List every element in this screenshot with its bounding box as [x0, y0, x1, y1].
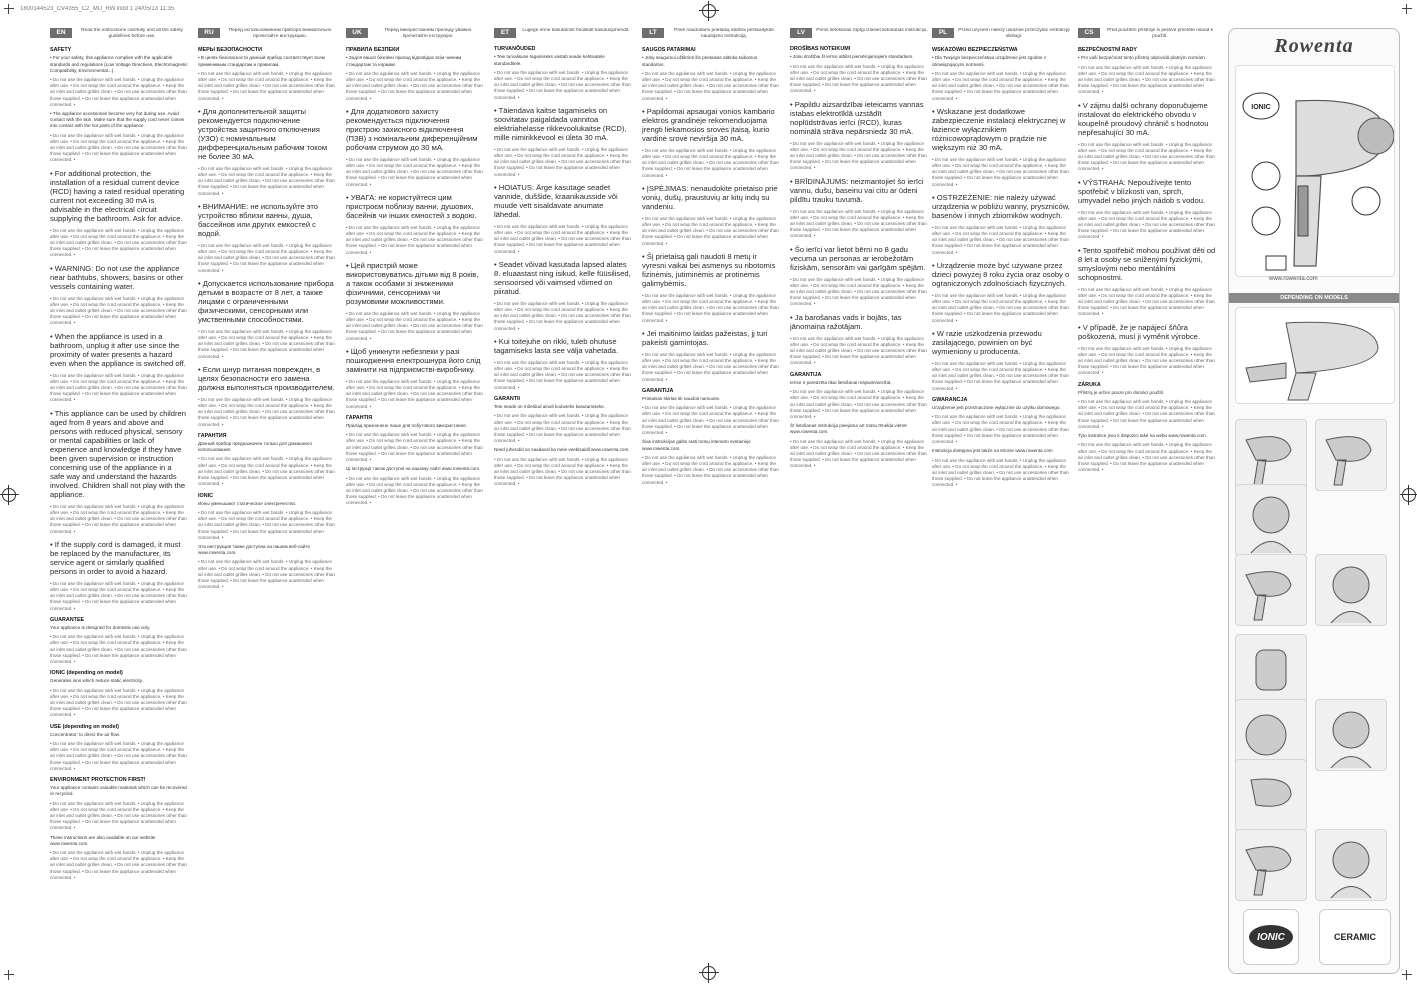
website-label: www.rowenta.com [1269, 276, 1318, 282]
step-illustration-5 [1315, 554, 1387, 626]
warning-text: • VÝSTRAHA: Nepoužívejte tento spotřebič v blízkosti van, sprch, umyvadel nebo jiných nádob s vodou. [1078, 177, 1206, 205]
body-text: • Do not use the appliance with wet hands. • Unplug the appliance after use. • Do not wrap the cord around the appliance. • Keep the air inlet and outlet grilles clean. • Do not use accessories other than those supplied. • Do not leave the appliance unattended when connected. • [642, 215, 779, 246]
section-title: GARANTIJA [642, 387, 674, 394]
section-title: BEZPEČNOSTNÍ RADY [1078, 47, 1138, 54]
column-header [494, 28, 632, 38]
body-text: • Do not use the appliance with wet hands. • Unplug the appliance after use. • Do not wrap the cord around the appliance. • Keep the air inlet and outlet grilles clean. • Do not use accessories other than those supplied. • Do not leave the appliance unattended when connected. • [346, 224, 483, 255]
step-illustration-1 [1235, 419, 1307, 491]
warning-text: • HOIATUS: Ärge kasutage seadet vannide, duššide, kraanikausside või muude vett sisaldavate anumate lähedal. [494, 182, 618, 219]
body-text: • Do not use the appliance with wet hands. • Unplug the appliance after use. • Do not wrap the cord around the appliance. • Keep the air inlet and outlet grilles clean. • Do not use accessories other than those supplied. • Do not leave the appliance unattended when connected. • [790, 140, 927, 171]
body-text: • Do not use the appliance with wet hands. • Unplug the appliance after use. • Do not wrap the cord around the appliance. • Keep the air inlet and outlet grilles clean. • Do not use accessories other than those supplied. • Do not leave the appliance unattended when connected. • [932, 360, 1069, 391]
section-text: Your appliance is designed for domestic use only. [50, 624, 151, 630]
step-illustration-8 [1315, 699, 1387, 771]
warning-text: • V případě, že je napájecí šňůra poškozená, musí ji vyměnit výrobce. [1078, 322, 1200, 341]
warning-text: • Täiendava kaitse tagamiseks on soovitatav paigaldada vannitoa elektriahelasse rikkevoolukaitse (RCD), mille nimirikkevool ei ületa 30 mA. [494, 105, 627, 142]
body-text: • Do not use the appliance with wet hands. • Unplug the appliance after use. • Do not wrap the cord around the appliance. • Keep the air inlet and outlet grilles clean. • Do not use accessories other than those supplied. • Do not leave the appliance unattended when connected. • [790, 335, 927, 366]
section-text: Прилад призначено лише для побутового використання. [346, 423, 467, 429]
crop-mark [1402, 4, 1412, 14]
language-badge: ET [494, 28, 516, 38]
column-header [198, 28, 336, 39]
section-text: • Dla Twojego bezpieczeństwa urządzenie jest zgodne z obowiązującymi normami. [932, 55, 1047, 67]
body-text: • Do not use the appliance with wet hands. • Unplug the appliance after use. • Do not wrap the cord around the appliance. • Keep the air inlet and outlet grilles clean. • Do not use accessories other than those supplied. • Do not leave the appliance unattended when connected. • [346, 378, 483, 409]
section-text: • Jūsu drošībai šī ierīce atbilst piemērojamajiem standartiem. [790, 54, 914, 60]
column-ru [198, 28, 336, 958]
body-text: • Do not use the appliance with wet hands. • Unplug the appliance after use. • Do not wrap the cord around the appliance. • Keep the air inlet and outlet grilles clean. • Do not use accessories other than those supplied. • Do not leave the appliance unattended when connected. • [50, 295, 187, 326]
column-header [642, 28, 780, 39]
body-text: • Do not use the appliance with wet hands. • Unplug the appliance after use. • Do not wrap the cord around the appliance. • Keep the air inlet and outlet grilles clean. • Do not use accessories other than those supplied. • Do not leave the appliance unattended when connected. • [50, 850, 187, 880]
body-text: • Do not use the appliance with wet hands. • Unplug the appliance after use. • Do not wrap the cord around the appliance. • Keep the air inlet and outlet grilles clean. • Do not use accessories other than those supplied. • Do not leave the appliance unattended when connected. • [790, 276, 927, 307]
section-title: ENVIRONMENT PROTECTION FIRST! [50, 776, 146, 783]
read-instructions-note: Před použitím přístroje si pečlivě přečtěte návod k použití. [1106, 28, 1214, 39]
section-title: WSKAZÓWKI BEZPIECZEŃSTWA [932, 47, 1018, 54]
body-text: • Do not use the appliance with wet hands. • Unplug the appliance after use. • Do not wrap the cord around the appliance. • Keep the air inlet and outlet grilles clean. • Do not use accessories other than those supplied. • Do not leave the appliance unattended when connected. • [1078, 442, 1215, 473]
body-text: • Do not use the appliance with wet hands. • Unplug the appliance after use. • Do not wrap the cord around the appliance. • Keep the air inlet and outlet grilles clean. • Do not use accessories other than those supplied. • Do not leave the appliance unattended when connected. • [1078, 64, 1215, 95]
read-instructions-note: Перед использованием прибора внимательно прочитайте инструкцию. [228, 28, 332, 39]
print-header: 1800144523_CV4355_C2_MU_RW.indd 1 24/05/13 11:35 [20, 6, 175, 12]
section-text: Teie seade on mõeldud ainult koduseks kasutamiseks. [494, 404, 605, 410]
section-title: ГАРАНТІЯ [346, 414, 373, 421]
section-text: Ионы уменьшают статическое электричество. [198, 500, 297, 506]
body-text: • Do not use the appliance with wet hands. • Unplug the appliance after use. • Do not wrap the cord around the appliance. • Keep the air inlet and outlet grilles clean. • Do not use accessories other than those supplied. • Do not leave the appliance unattended when connected. • [494, 223, 631, 254]
section-title: ZÁRUKA [1078, 381, 1101, 388]
section-text: • Pro vaši bezpečnost tento přístroj odpovídá platným normám. [1078, 55, 1206, 61]
section-title: GARANTII [494, 395, 521, 402]
read-instructions-note: Перед використанням приладу уважно прочитайте інструкцію. [384, 28, 472, 39]
body-text: • Do not use the appliance with wet hands. • Unplug the appliance after use. • Do not wrap the cord around the appliance. • Keep the air inlet and outlet grilles clean. • Do not use accessories other than those supplied. • Do not leave the appliance unattended when connected. • [494, 300, 631, 331]
warning-text: • Papildomai apsaugai vonios kambario elektros grandinėje rekomenduojama įrengti liekamosios srovės įtaisą, kurio vardinė srovė neviršija 30 mA. [642, 106, 775, 143]
body-text: • Do not use the appliance with wet hands. • Unplug the appliance after use. • Do not wrap the cord around the appliance. • Keep the air inlet and outlet grilles clean. • Do not use accessories other than those supplied. • Do not leave the appliance unattended when connected. • [346, 156, 483, 187]
body-text: • Do not use the appliance with wet hands. • Unplug the appliance after use. • Do not wrap the cord around the appliance. • Keep the air inlet and outlet grilles clean. • Do not use accessories other than those supplied. • Do not leave the appliance unattended when connected. • [642, 351, 779, 382]
column-lt [642, 28, 780, 958]
body-text: • Do not use the appliance with wet hands. • Unplug the appliance after use. • Do not wrap the cord around the appliance. • Keep the air inlet and outlet grilles clean. • Do not use accessories other than those supplied. • Do not leave the appliance unattended when connected. • [790, 208, 927, 239]
product-figure [1235, 65, 1395, 277]
svg-text:IONIC: IONIC [1251, 104, 1271, 111]
column-header [932, 28, 1070, 39]
language-badge: EN [50, 28, 72, 38]
dryer-with-concentrator-diagram [1236, 308, 1394, 403]
section-text: Tyto instrukce jsou k dispozici také na webu www.rowenta.com. [1078, 433, 1207, 439]
body-text: • Do not use the appliance with wet hands. • Unplug the appliance after use. • Do not wrap the cord around the appliance. • Keep the air inlet and outlet grilles clean. • Do not use accessories other than those supplied. • Do not leave the appliance unattended when connected. • [198, 242, 335, 273]
body-text: • Do not use the appliance with wet hands. • Unplug the appliance after use. • Do not wrap the cord around the appliance. • Keep the air inlet and outlet grilles clean. • Do not use accessories other than those supplied. • Do not leave the appliance unattended when connected. • [790, 389, 927, 419]
body-text: • Do not use the appliance with wet hands. • Unplug the appliance after use. • Do not wrap the cord around the appliance. • Keep the air inlet and outlet grilles clean. • Do not use accessories other than those supplied. • Do not leave the appliance unattended when connected. • [50, 227, 187, 258]
read-instructions-note: Pirms lietošanas rūpīgi izlasiet lietošanas instrukciju. [816, 28, 928, 33]
step-illustration-6 [1235, 634, 1307, 706]
section-text: • Задля вашої безпеки прилад відповідає всім чинним стандартам та нормам. [346, 55, 462, 67]
body-text: • Do not use the appliance with wet hands. • Unplug the appliance after use. • Do not wrap the cord around the appliance. • Keep the air inlet and outlet grilles clean. • Do not use accessories other than those supplied. • Do not leave the appliance unattended when connected. • [1078, 345, 1215, 376]
section-text: Přístroj je určen pouze pro domácí použití. [1078, 389, 1165, 395]
section-text: Данный прибор предназначен только для домашнего использования. [198, 441, 313, 453]
language-badge: LV [790, 28, 812, 38]
language-badge: CS [1078, 28, 1100, 38]
body-text: • Do not use the appliance with wet hands. • Unplug the appliance after use. • Do not wrap the cord around the appliance. • Keep the air inlet and outlet grilles clean. • Do not use accessories other than those supplied. • Do not leave the appliance unattended when connected. • [932, 224, 1069, 255]
section-text: Эта инструкция также доступна на нашем веб-сайте www.rowenta.com. [198, 543, 311, 556]
warning-text: • Tento spotřebič mohou používat děti od 8 let a osoby se sníženými fyzickými, smyslovými nebo mentálními schopnostmi. [1078, 245, 1216, 282]
body-text: • Do not use the appliance with wet hands. • Unplug the appliance after use. • Do not wrap the cord around the appliance. • Keep the air inlet and outlet grilles clean. • Do not use accessories other than those supplied. • Do not leave the appliance unattended when connected. • [346, 475, 483, 506]
registration-mark [2, 488, 16, 502]
read-instructions-note: Lugege enne kasutamist hoolikalt kasutusjuhendit. [522, 28, 630, 33]
section-text: Instrukcja dostępna jest także na stronie www.rowenta.com. [932, 448, 1054, 454]
section-text: Šias instrukcijas galite rasti mūsų interneto svetainėje www.rowenta.com. [642, 439, 751, 451]
section-text: Your appliance contains valuable materials which can be recovered or recycled. [50, 785, 187, 797]
warning-text: • V zájmu další ochrany doporučujeme instalovat do elektrického obvodu v koupelně proudový chránič s hodnotou nepřesahující 30 mA. [1078, 100, 1209, 137]
warning-text: • WARNING: Do not use the appliance near bathtubs, showers, basins or other vessels containing water. [50, 263, 184, 291]
warning-text: • Seadet võivad kasutada lapsed alates 8. eluaastast ning isikud, kelle füüsilised, sensoorsed või vaimsed võimed on piiratud. [494, 259, 631, 296]
section-title: ПРАВИЛА БЕЗПЕКИ [346, 47, 400, 54]
body-text: • Do not use the appliance with wet hands. • Unplug the appliance after use. • Do not wrap the cord around the appliance. • Keep the air inlet and outlet grilles clean. • Do not use accessories other than those supplied. • Do not leave the appliance unattended when connected. • [50, 372, 187, 403]
column-uk [346, 28, 484, 958]
warning-text: • Urządzenie może być używane przez dzieci powyżej 8 roku życia oraz osoby o ograniczonych zdolnościach fizycznych. [932, 260, 1070, 288]
brand-logo: Rowenta [1274, 35, 1354, 57]
crop-mark [4, 4, 14, 14]
warning-text: • OSTRZEŻENIE: nie należy używać urządzenia w pobliżu wanny, pryszniców, basenów i innych zbiorników wodnych. [932, 192, 1070, 220]
section-title: GUARANTEE [50, 616, 85, 623]
body-text: • Do not use the appliance with wet hands. • Unplug the appliance after use. • Do not wrap the cord around the appliance. • Keep the air inlet and outlet grilles clean. • Do not use accessories other than those supplied. • Do not leave the appliance unattended when connected. • [494, 69, 631, 100]
body-text: • Do not use the appliance with wet hands. • Unplug the appliance after use. • Do not wrap the cord around the appliance. • Keep the air inlet and outlet grilles clean. • Do not use accessories other than those supplied. • Do not leave the appliance unattended when connected. • [198, 509, 335, 540]
body-text: • Do not use the appliance with wet hands. • Unplug the appliance after use. • Do not wrap the cord around the appliance. • Keep the air inlet and outlet grilles clean. • Do not use accessories other than those supplied. • Do not leave the appliance unattended when connected. • [50, 503, 187, 534]
warning-text: • When the appliance is used in a bathroom, unplug it after use since the proximity of water presents a hazard even when the appliance is switched off. [50, 331, 186, 368]
warning-text: • Kui toitejuhe on rikki, tuleb ohutuse tagamiseks lasta see välja vahetada. [494, 336, 619, 355]
section-text: • The appliance accessories become very hot during use. Avoid contact with the skin. Make sure that the supply cord never comes into contact with the hot parts of the appliance. [50, 111, 185, 129]
column-header [346, 28, 484, 39]
body-text: • Do not use the appliance with wet hands. • Unplug the appliance after use. • Do not wrap the cord around the appliance. • Keep the air inlet and outlet grilles clean. • Do not use accessories other than those supplied. • Do not leave the appliance unattended when connected. • [346, 432, 483, 463]
body-text: • Do not use the appliance with wet hands. • Unplug the appliance after use. • Do not wrap the cord around the appliance. • Keep the air inlet and outlet grilles clean. • Do not use accessories other than those supplied. • Do not leave the appliance unattended when connected. • [642, 405, 779, 436]
depending-on-models-bar: DEPENDING ON MODELS [1229, 293, 1399, 303]
column-header [50, 28, 188, 39]
column-header [1078, 28, 1216, 39]
section-text: • Jūsų saugumui užtikrinti šis prietaisas atitinka taikomus standartus. [642, 55, 758, 67]
warning-text: • Если шнур питания поврежден, в целях безопасности его замена должна выполняться производителем. [198, 364, 335, 392]
warning-text: • For additional protection, the installation of a residual current device (RCD) having a rated residual operating current not exceeding 30 mA is advisable in the electrical circuit supplying the bathroom. Ask for advice. [50, 168, 185, 223]
body-text: • Do not use the appliance with wet hands. • Unplug the appliance after use. • Do not wrap the cord around the appliance. • Keep the air inlet and outlet grilles clean. • Do not use accessories other than those supplied. • Do not leave the appliance unattended when connected. • [198, 70, 335, 101]
ionic-label [1243, 909, 1299, 965]
section-title: МЕРЫ БЕЗОПАСНОСТИ [198, 47, 262, 54]
warning-text: • Šo ierīci var lietot bērni no 8 gadu vecuma un personas ar ierobežotām fiziskām, sensorām vai garīgām spējām. [790, 244, 926, 272]
column-header [790, 28, 928, 38]
body-text: • Do not use the appliance with wet hands. • Unplug the appliance after use. • Do not wrap the cord around the appliance. • Keep the air inlet and outlet grilles clean. • Do not use accessories other than those supplied. • Do not leave the appliance unattended when connected. • [346, 70, 483, 101]
section-text: • For your safety, this appliance complies with the applicable standards and regulations (Low Voltage Directives, Electromagnetic Compatibility, Environmental...). [50, 55, 188, 73]
column-et [494, 28, 632, 958]
read-instructions-note: Przed użyciem należy uważnie przeczytać instrukcję obsługi. [958, 28, 1070, 39]
warning-text: • This appliance can be used by children aged from 8 years and above and persons with reduced physical, sensory or mental capabilities or lack of experience and knowledge if they have been given supervision or instruction concerning use of the appliance in a safe way and understand the hazards involved. Children shall not play with the appliance. [50, 408, 186, 499]
registration-mark [702, 4, 716, 18]
registration-mark [1402, 488, 1416, 502]
body-text: • Do not use the appliance with wet hands. • Unplug the appliance after use. • Do not wrap the cord around the appliance. • Keep the air inlet and outlet grilles clean. • Do not use accessories other than those supplied. • Do not leave the appliance unattended when connected. • [932, 414, 1069, 445]
column-en [50, 28, 188, 958]
section-title: IONIC (depending on model) [50, 670, 123, 677]
section-title: TURVANÕUDED [494, 46, 536, 53]
section-title: DROŠĪBAS NOTEIKUMI [790, 46, 851, 53]
body-text: • Do not use the appliance with wet hands. • Unplug the appliance after use. • Do not wrap the cord around the appliance. • Keep the air inlet and outlet grilles clean. • Do not use accessories other than those supplied. • Do not leave the appliance unattended when connected. • [50, 687, 187, 718]
body-text: • Do not use the appliance with wet hands. • Unplug the appliance after use. • Do not wrap the cord around the appliance. • Keep the air inlet and outlet grilles clean. • Do not use accessories other than those supplied. • Do not leave the appliance unattended when connected. • [642, 147, 779, 178]
body-text: • Do not use the appliance with wet hands. • Unplug the appliance after use. • Do not wrap the cord around the appliance. • Keep the air inlet and outlet grilles clean. • Do not use accessories other than those supplied. • Do not leave the appliance unattended when connected. • [346, 310, 483, 341]
step-illustration-2 [1315, 419, 1387, 491]
body-text: • Do not use the appliance with wet hands. • Unplug the appliance after use. • Do not wrap the cord around the appliance. • Keep the air inlet and outlet grilles clean. • Do not use accessories other than those supplied. • Do not leave the appliance unattended when connected. • [198, 456, 335, 487]
step-illustration-9 [1235, 759, 1307, 831]
warning-text: • Для додаткового захисту рекомендується підключення пристрою захисного відключення (ПЗВ) з номінальним диференційним робочим струмом до 30 мА. [346, 106, 478, 152]
warning-text: • Ja barošanas vads ir bojāts, tas jānomaina ražotājam. [790, 312, 902, 331]
body-text: • Do not use the appliance with wet hands. • Unplug the appliance after use. • Do not wrap the cord around the appliance. • Keep the air inlet and outlet grilles clean. • Do not use accessories other than those supplied. • Do not leave the appliance unattended when connected. • [1078, 399, 1215, 429]
step-illustration-3 [1235, 484, 1307, 556]
warning-text: • Šį prietaisą gali naudoti 8 metų ir vyresni vaikai bei asmenys su ribotomis fizinėmis, jutiminėmis ar protinėmis galimybėmis. [642, 251, 776, 288]
column-pl [932, 28, 1070, 958]
body-text: • Do not use the appliance with wet hands. • Unplug the appliance after use. • Do not wrap the cord around the appliance. • Keep the air inlet and outlet grilles clean. • Do not use accessories other than those supplied. • Do not leave the appliance unattended when connected. • [50, 740, 187, 771]
hair-dryer-diagram [1236, 66, 1394, 276]
illustration-panel [1228, 28, 1400, 974]
language-badge: UK [346, 28, 368, 38]
body-text: • Do not use the appliance with wet hands. • Unplug the appliance after use. • Do not wrap the cord around the appliance. • Keep the air inlet and outlet grilles clean. • Do not use accessories other than those supplied. • Do not leave the appliance unattended when connected. • [932, 70, 1069, 101]
warning-text: • If the supply cord is damaged, it must be replaced by the manufacturer, its service agent or similarly qualified persons in order to avoid a hazard. [50, 539, 181, 576]
body-text: • Do not use the appliance with wet hands. • Unplug the appliance after use. • Do not wrap the cord around the appliance. • Keep the air inlet and outlet grilles clean. • Do not use accessories other than those supplied. • Do not leave the appliance unattended when connected. • [1078, 209, 1215, 240]
section-text: • В целях безопасности данный прибор соответствует всем применимым стандартам и правилам. [198, 55, 325, 67]
warning-text: • BRĪDINĀJUMS: neizmantojiet šo ierīci vannu, dušu, baseinu vai citu ar ūdeni pildītu trauku tuvumā. [790, 176, 924, 204]
body-text: • Do not use the appliance with wet hands. • Unplug the appliance after use. • Do not wrap the cord around the appliance. • Keep the air inlet and outlet grilles clean. • Do not use accessories other than those supplied. • Do not leave the appliance unattended when connected. • [50, 132, 187, 163]
section-text: Need juhendid on saadaval ka meie veebisaidil www.rowenta.com. [494, 447, 630, 453]
body-text: • Do not use the appliance with wet hands. • Unplug the appliance after use. • Do not wrap the cord around the appliance. • Keep the air inlet and outlet grilles clean. • Do not use accessories other than those supplied. • Do not leave the appliance unattended when connected. • [50, 800, 187, 831]
section-title: SAFETY [50, 47, 72, 54]
crop-mark [1402, 970, 1412, 980]
warning-text: • W razie uszkodzenia przewodu zasilającego, powinien on być wymieniony u producenta. [932, 328, 1042, 356]
body-text: • Do not use the appliance with wet hands. • Unplug the appliance after use. • Do not wrap the cord around the appliance. • Keep the air inlet and outlet grilles clean. • Do not use accessories other than those supplied. • Do not leave the appliance unattended when connected. • [494, 359, 631, 390]
body-text: • Do not use the appliance with wet hands. • Unplug the appliance after use. • Do not wrap the cord around the appliance. • Keep the air inlet and outlet grilles clean. • Do not use accessories other than those supplied. • Do not leave the appliance unattended when connected. • [198, 328, 335, 359]
body-text: • Do not use the appliance with wet hands. • Unplug the appliance after use. • Do not wrap the cord around the appliance. • Keep the air inlet and outlet grilles clean. • Do not use accessories other than those supplied. • Do not leave the appliance unattended when connected. • [494, 456, 631, 487]
ionic-logo: IONIC [1249, 925, 1293, 949]
section-text: Ierīce ir paredzēta tikai lietošanai mājsaimniecībā. [790, 379, 892, 385]
body-text: • Do not use the appliance with wet hands. • Unplug the appliance after use. • Do not wrap the cord around the appliance. • Keep the air inlet and outlet grilles clean. • Do not use accessories other than those supplied. • Do not leave the appliance unattended when connected. • [642, 454, 779, 485]
step-illustration-10 [1235, 829, 1307, 901]
crop-mark [4, 970, 14, 980]
section-text: Šī lietošanas instrukcija pieejama arī mūsu tīmekļa vietnē www.rowenta.com. [790, 423, 907, 435]
section-text: Concentrator: to direct the air flow. [50, 731, 120, 737]
body-text: • Do not use the appliance with wet hands. • Unplug the appliance after use. • Do not wrap the cord around the appliance. • Keep the air inlet and outlet grilles clean. • Do not use accessories other than those supplied. • Do not leave the appliance unattended when connected. • [642, 292, 779, 323]
section-title: USE (depending on model) [50, 723, 119, 730]
warning-text: • Цей пристрій може використовуватись дітьми від 8 років, а також особами зі зниженими фізичними, сенсорними чи розумовими можливостями. [346, 260, 479, 306]
warning-text: • Щоб уникнути небезпеки у разі пошкодження електрошнура його слід замінити на підприємстві-виробнику. [346, 346, 481, 374]
body-text: • Do not use the appliance with wet hands. • Unplug the appliance after use. • Do not wrap the cord around the appliance. • Keep the air inlet and outlet grilles clean. • Do not use accessories other than those supplied. • Do not leave the appliance unattended when connected. • [790, 438, 927, 469]
warning-text: • Допускается использование прибора детьми в возрасте от 8 лет, а также лицами с ограниченными физическими, сенсорными или умственными способностями. [198, 278, 334, 324]
body-text: • Do not use the appliance with wet hands. • Unplug the appliance after use. • Do not wrap the cord around the appliance. • Keep the air inlet and outlet grilles clean. • Do not use accessories other than those supplied. • Do not leave the appliance unattended when connected. • [932, 457, 1069, 488]
section-title: ГАРАНТИЯ [198, 432, 227, 439]
warning-text: • УВАГА: не користуйтеся цим пристроєм поблизу ванни, душових, басейнів чи інших ємностей з водою. [346, 192, 477, 220]
section-title: SAUGOS PATARIMAI [642, 47, 696, 54]
section-text: Generates ions which reduce static electricity. [50, 678, 143, 684]
language-badge: PL [932, 28, 954, 38]
warning-text: • ВНИМАНИЕ: не используйте это устройство вблизи ванны, душа, бассейнов или других емкостей с водой. [198, 201, 318, 238]
registration-mark [702, 966, 716, 980]
body-text: • Do not use the appliance with wet hands. • Unplug the appliance after use. • Do not wrap the cord around the appliance. • Keep the air inlet and outlet grilles clean. • Do not use accessories other than those supplied. • Do not leave the appliance unattended when connected. • [198, 165, 335, 196]
column-lv [790, 28, 928, 958]
body-text: • Do not use the appliance with wet hands. • Unplug the appliance after use. • Do not wrap the cord around the appliance. • Keep the air inlet and outlet grilles clean. • Do not use accessories other than those supplied. • Do not leave the appliance unattended when connected. • [494, 413, 631, 444]
body-text: • Do not use the appliance with wet hands. • Unplug the appliance after use. • Do not wrap the cord around the appliance. • Keep the air inlet and outlet grilles clean. • Do not use accessories other than those supplied. • Do not leave the appliance unattended when connected. • [1078, 286, 1215, 317]
concentrator-figure [1235, 307, 1395, 404]
body-text: • Do not use the appliance with wet hands. • Unplug the appliance after use. • Do not wrap the cord around the appliance. • Keep the air inlet and outlet grilles clean. • Do not use accessories other than those supplied. • Do not leave the appliance unattended when connected. • [50, 77, 187, 107]
column-cs [1078, 28, 1216, 958]
ceramic-label: CERAMIC [1319, 909, 1391, 965]
read-instructions-note: Read the instructions carefully and all the safety guidelines before use. [81, 28, 183, 39]
body-text: • Do not use the appliance with wet hands. • Unplug the appliance after use. • Do not wrap the cord around the appliance. • Keep the air inlet and outlet grilles clean. • Do not use accessories other than those supplied. • Do not leave the appliance unattended when connected. • [932, 292, 1069, 323]
body-text: • Do not use the appliance with wet hands. • Unplug the appliance after use. • Do not wrap the cord around the appliance. • Keep the air inlet and outlet grilles clean. • Do not use accessories other than those supplied. • Do not leave the appliance unattended when connected. • [1078, 141, 1215, 172]
section-title: GWARANCJA [932, 396, 968, 403]
section-text: Ці інструкції також доступні на нашому сайті www.rowenta.com. [346, 466, 481, 472]
warning-text: • Papildu aizsardzībai ieteicams vannas istabas elektrotīklā uzstādīt noplūdstrāvas ierīci (RCD), kuras nominālā strāva nepārsniedz 30 mA. [790, 99, 924, 136]
body-text: • Do not use the appliance with wet hands. • Unplug the appliance after use. • Do not wrap the cord around the appliance. • Keep the air inlet and outlet grilles clean. • Do not use accessories other than those supplied. • Do not leave the appliance unattended when connected. • [50, 634, 187, 664]
section-text: These instructions are also available on our website www.rowenta.com. [50, 834, 156, 846]
body-text: • Do not use the appliance with wet hands. • Unplug the appliance after use. • Do not wrap the cord around the appliance. • Keep the air inlet and outlet grilles clean. • Do not use accessories other than those supplied. • Do not leave the appliance unattended when connected. • [494, 146, 631, 177]
body-text: • Do not use the appliance with wet hands. • Unplug the appliance after use. • Do not wrap the cord around the appliance. • Keep the air inlet and outlet grilles clean. • Do not use accessories other than those supplied. • Do not leave the appliance unattended when connected. • [932, 156, 1069, 187]
body-text: • Do not use the appliance with wet hands. • Unplug the appliance after use. • Do not wrap the cord around the appliance. • Keep the air inlet and outlet grilles clean. • Do not use accessories other than those supplied. • Do not leave the appliance unattended when connected. • [50, 580, 187, 611]
section-title: GARANTIJA [790, 371, 822, 378]
section-text: Prietaisas skirtas tik naudoti namuose. [642, 396, 721, 402]
section-title: IONIC [198, 492, 213, 499]
warning-text: • ĮSPĖJIMAS: nenaudokite prietaiso prie vonių, dušų, praustuvių ar kitų indų su vandeniu. [642, 183, 778, 211]
warning-text: • Для дополнительной защиты рекомендуется подключение устройства защитного отключения (УЗО) с номинальным дифференциальным рабочим током не более 30 мА. [198, 106, 328, 161]
body-text: • Do not use the appliance with wet hands. • Unplug the appliance after use. • Do not wrap the cord around the appliance. • Keep the air inlet and outlet grilles clean. • Do not use accessories other than those supplied. • Do not leave the appliance unattended when connected. • [198, 396, 335, 427]
warning-text: • Jei maitinimo laidas pažeistas, jį turi pakeisti gamintojas. [642, 328, 768, 347]
body-text: • Do not use the appliance with wet hands. • Unplug the appliance after use. • Do not wrap the cord around the appliance. • Keep the air inlet and outlet grilles clean. • Do not use accessories other than those supplied. • Do not leave the appliance unattended when connected. • [198, 559, 335, 590]
language-badge: RU [198, 28, 220, 38]
step-illustration-11 [1315, 829, 1387, 901]
body-text: • Do not use the appliance with wet hands. • Unplug the appliance after use. • Do not wrap the cord around the appliance. • Keep the air inlet and outlet grilles clean. • Do not use accessories other than those supplied. • Do not leave the appliance unattended when connected. • [790, 63, 927, 94]
warning-text: • Wskazane jest dodatkowe zabezpieczenie instalacji elektrycznej w łazience wyłącznikiem różnicowoprądowym o prądzie nie większym niż 30 mA. [932, 106, 1066, 152]
language-badge: LT [642, 28, 664, 38]
section-text: Urządzenie jest przeznaczone wyłącznie do użytku domowego. [932, 405, 1061, 411]
read-instructions-note: Prieš naudodami prietaisą atidžiai perskaitykite naudojimo instrukciją. [674, 28, 774, 39]
body-text: • Do not use the appliance with wet hands. • Unplug the appliance after use. • Do not wrap the cord around the appliance. • Keep the air inlet and outlet grilles clean. • Do not use accessories other than those supplied. • Do not leave the appliance unattended when connected. • [642, 70, 779, 101]
section-text: • Teie turvalisuse tagamiseks vastab seade kehtivatele standarditele. [494, 54, 605, 66]
step-illustration-4 [1235, 554, 1307, 626]
